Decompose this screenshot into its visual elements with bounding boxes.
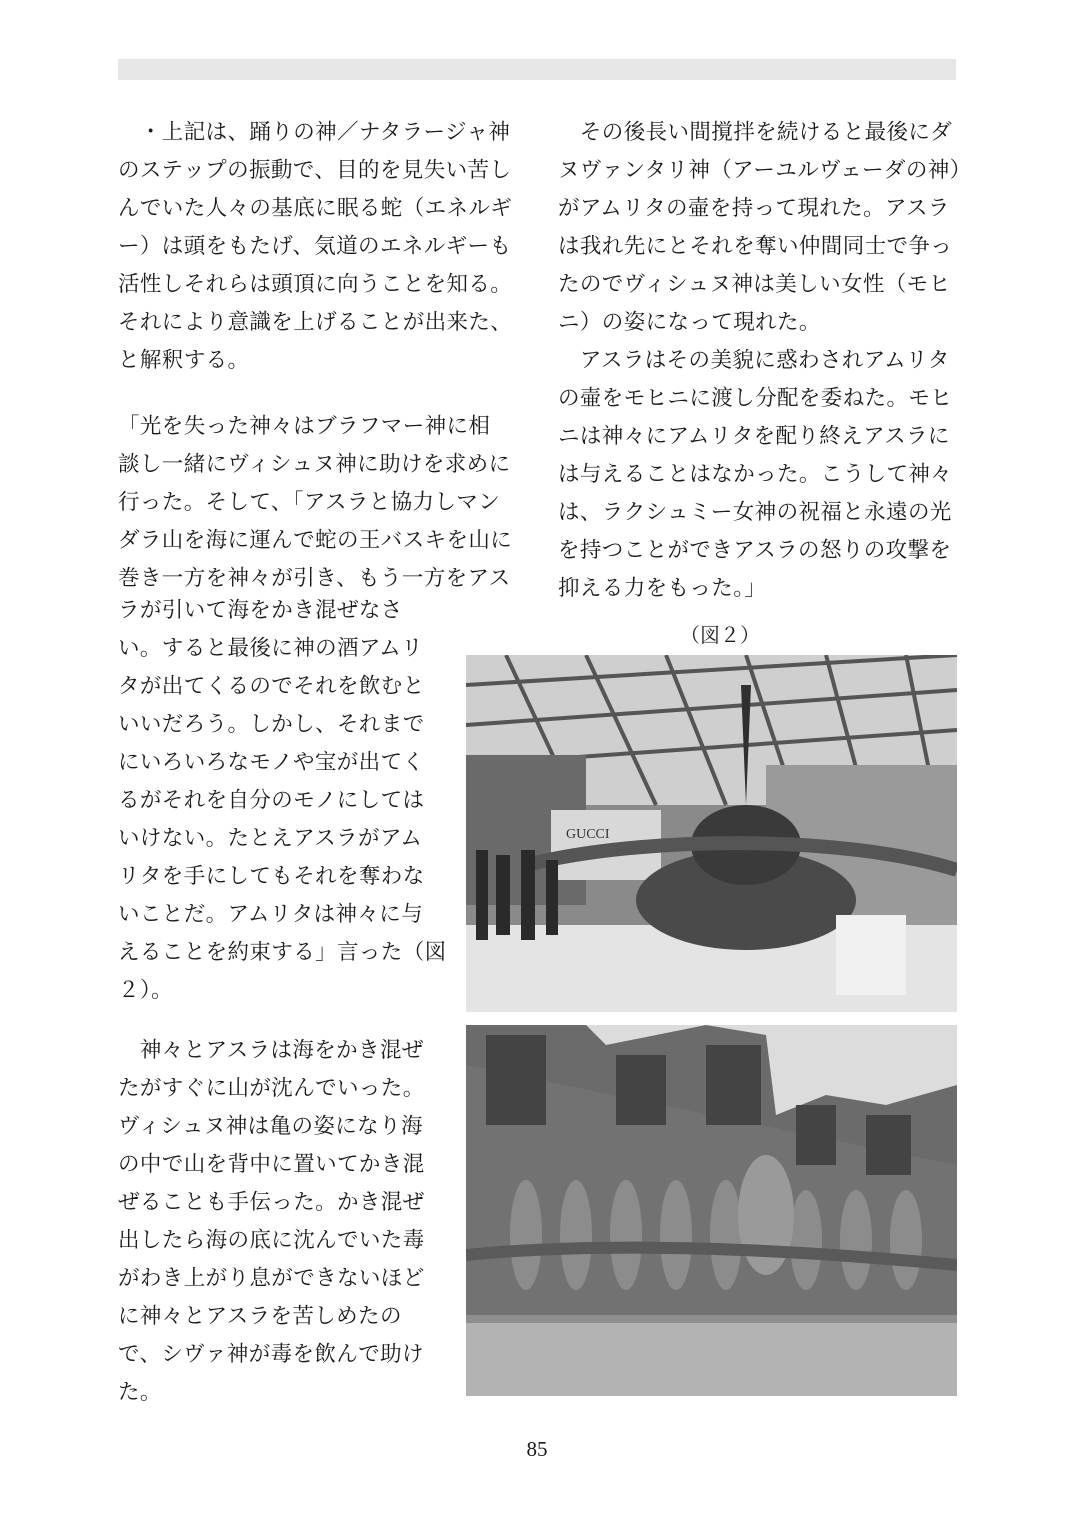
text-line: タが出てくるのでそれを飲むと <box>118 674 425 699</box>
text-line: ヌヴァンタリ神（アーユルヴェーダの神） <box>558 158 972 183</box>
paragraph-amrita <box>558 114 972 608</box>
text-line: 談し一緒にヴィシュヌ神に助けを求めに <box>118 452 511 477</box>
text-line: いことだ。アムリタは神々に与 <box>118 902 424 927</box>
text-line: ダラ山を海に運んで蛇の王バスキを山に <box>118 528 513 553</box>
text-line: 神々とアスラは海をかき混ぜ <box>118 1038 424 1063</box>
text-line: のステップの振動で、目的を見失い苦し <box>118 158 512 183</box>
text-line: と解釈する。 <box>118 348 250 373</box>
text-line: 出したら海の底に沈んでいた毒 <box>118 1228 425 1253</box>
text-line: たがすぐに山が沈んでいった。 <box>118 1076 425 1101</box>
page-number: 85 <box>526 1437 548 1461</box>
text-line: は、ラクシュミー女神の祝福と永遠の光 <box>558 500 952 525</box>
paragraph-interpretation <box>118 114 528 380</box>
text-line: ー）は頭をもたげ、気道のエネルギーも <box>118 234 512 259</box>
text-line: がアムリタの壷を持って現れた。アスラ <box>558 196 950 221</box>
shop-sign: GUCCI <box>566 827 610 842</box>
text-line: を持つことができアスラの怒りの攻撃を <box>558 538 952 563</box>
text-line: で、シヴァ神が毒を飲んで助け <box>118 1342 424 1367</box>
photo-temple-relief <box>466 1025 957 1396</box>
text-line: ニは神々にアムリタを配り終えアスラに <box>558 424 950 449</box>
photo-airport-churning-sculpture <box>466 655 957 1012</box>
text-line: の中で山を背中に置いてかき混 <box>118 1152 425 1177</box>
text-line: ・上記は、踊りの神／ナタラージャ神 <box>118 120 511 145</box>
text-line: い。すると最後に神の酒アムリ <box>118 636 424 661</box>
header-bar <box>118 59 956 80</box>
text-line: その後長い間撹拌を続けると最後にダ <box>558 120 953 145</box>
text-line: ラが引いて海をかき混ぜなさ <box>118 598 403 623</box>
figure-caption: （図２） <box>680 623 760 647</box>
text-line: 行った。そして、「アスラと協力しマン <box>118 490 501 515</box>
text-line: たのでヴィシュヌ神は美しい女性（モヒ <box>558 272 951 297</box>
text-line: いけない。たとえアスラがアム <box>118 826 423 851</box>
text-line: は与えることはなかった。こうして神々 <box>558 462 953 487</box>
text-line: 巻き一方を神々が引き、もう一方をアス <box>118 566 511 591</box>
text-line: は我れ先にとそれを奪い仲間同士で争っ <box>558 234 953 259</box>
text-line: ニ）の姿になって現れた。 <box>558 310 821 335</box>
paragraph-quote-continued <box>118 592 448 1010</box>
text-line: るがそれを自分のモノにしては <box>118 788 425 813</box>
paragraph-churning <box>118 1032 448 1412</box>
text-line: アスラはその美貌に惑わされアムリタ <box>558 348 950 373</box>
text-line: にいろいろなモノや宝が出てく <box>118 750 425 775</box>
text-line: に神々とアスラを苦しめたの <box>118 1304 402 1329</box>
text-line: リタを手にしてもそれを奪わな <box>118 864 425 889</box>
text-line: ２）。 <box>118 978 173 1003</box>
text-line: がわき上がり息ができないほど <box>118 1266 425 1291</box>
text-line: いいだろう。しかし、それまで <box>118 712 425 737</box>
text-line: 活性しそれらは頭頂に向うことを知る。 <box>118 272 513 297</box>
text-line: た。 <box>118 1380 162 1405</box>
text-line: んでいた人々の基底に眠る蛇（エネルギ <box>118 196 513 221</box>
paragraph-quote-start <box>118 408 528 598</box>
text-line: の壷をモヒニに渡し分配を委ねた。モヒ <box>558 386 953 411</box>
text-line: それにより意識を上げることが出来た、 <box>118 310 513 335</box>
text-line: 「光を失った神々はブラフマー神に相 <box>118 414 491 439</box>
text-line: ヴィシュヌ神は亀の姿になり海 <box>118 1114 423 1139</box>
text-line: えることを約束する」言った（図 <box>118 940 447 965</box>
text-line: 抑える力をもった。」 <box>558 576 767 601</box>
text-line: ぜることも手伝った。かき混ぜ <box>118 1190 425 1215</box>
